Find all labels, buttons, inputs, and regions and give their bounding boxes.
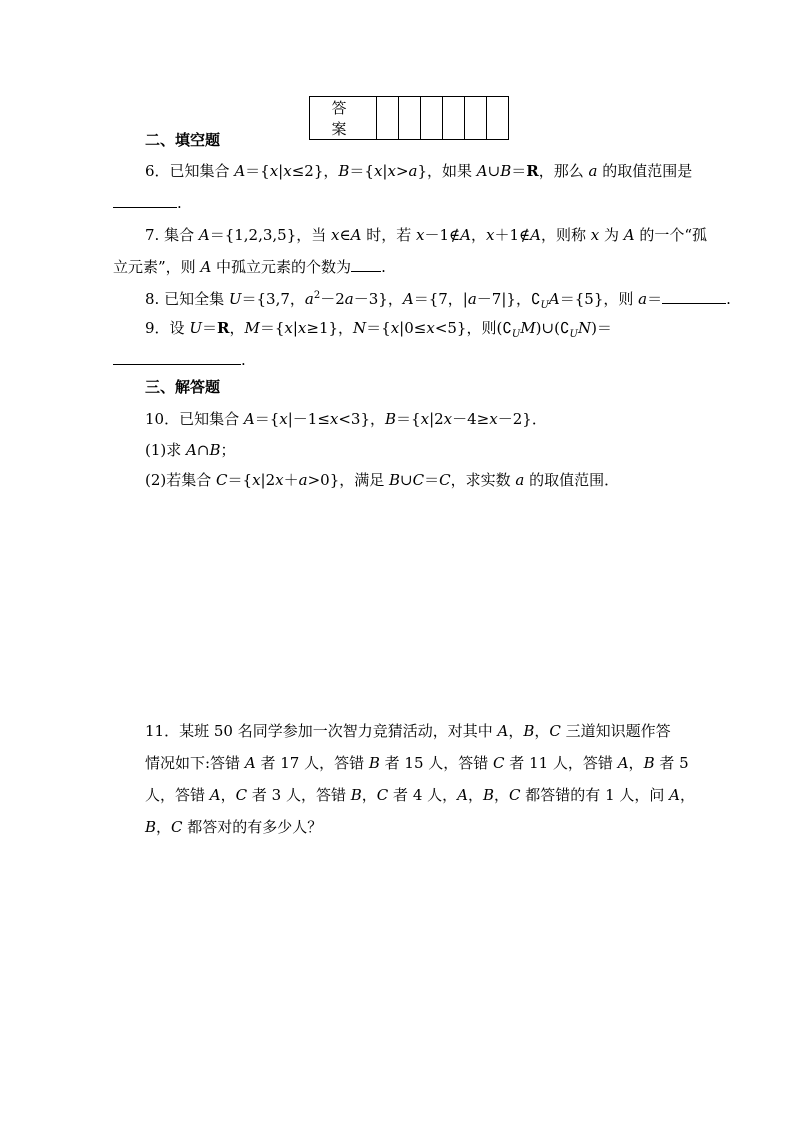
answer-cell xyxy=(465,97,487,140)
question-11-line-3: 人，答错 A，C 者 3 人，答错 B，C 者 4 人，A，B，C 都答错的有 1 人，问 A， xyxy=(145,786,696,804)
question-6-line-2: . xyxy=(113,193,182,213)
section-heading-solve: 三、解答题 xyxy=(145,378,221,396)
answer-blank[interactable] xyxy=(351,257,381,272)
answer-table-label: 答 案 xyxy=(310,97,377,140)
answer-blank[interactable] xyxy=(662,289,726,304)
question-10-line-1: 10．已知集合 A＝{x|－1≤x<3}，B＝{x|2x－4≥x－2}． xyxy=(145,410,547,428)
question-9-line-2: . xyxy=(113,350,246,370)
question-8: 8. 已知全集 U＝{3,7，$a^2-2a-3$}，A＝{7，|a－7|}，$∁_UA=\{5\}$，则 a＝ . xyxy=(145,290,731,311)
question-7-line-2: 立元素”，则 A 中孤立元素的个数为 . xyxy=(113,258,386,276)
answer-cell xyxy=(421,97,443,140)
question-7-line-1: 7. 集合 A＝{1,2,3,5}，当 x∈A 时，若 x－1∉A，x＋1∉A，则称 x 为 A 的一个“孤 xyxy=(145,226,708,244)
section-heading-fill-in: 二、填空题 xyxy=(145,131,221,149)
answer-cell xyxy=(487,97,509,140)
answer-blank[interactable] xyxy=(113,193,177,208)
question-6-line-1: 6．已知集合 A＝{x|x≤2}，B＝{x|x>a}，如果 A∪B＝R，那么 a 的取值范围是 xyxy=(145,162,693,180)
answer-blank[interactable] xyxy=(113,350,241,365)
question-11-line-1: 11．某班 50 名同学参加一次智力竞猜活动，对其中 A，B，C 三道知识题作答 xyxy=(145,722,671,740)
question-10-part-1: (1)求 A∩B； xyxy=(145,441,236,459)
question-11-line-4: B，C 都答对的有多少人？ xyxy=(145,818,323,836)
question-11-line-2: 情况如下:答错 A 者 17 人，答错 B 者 15 人，答错 C 者 11 人，答错 A，B 者 5 xyxy=(145,754,689,772)
question-10-part-2: (2)若集合 C＝{x|2x＋a>0}，满足 B∪C＝C，求实数 a 的取值范围． xyxy=(145,471,620,489)
answer-cell xyxy=(399,97,421,140)
question-9-line-1: 9．设 U＝R，M＝{x|x≥1}，N＝{x|0≤x<5}，则$(∁_UM)\cup(∁_UN)=$ xyxy=(145,319,612,340)
answer-cell xyxy=(443,97,465,140)
answer-table xyxy=(309,96,509,140)
